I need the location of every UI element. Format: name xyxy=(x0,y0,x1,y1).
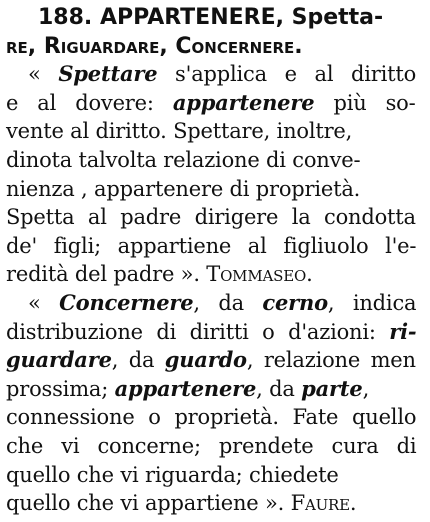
emphasized-term: Spettare xyxy=(58,61,158,87)
entry-text-line xyxy=(28,290,416,316)
entry-text: , xyxy=(362,376,370,401)
entry-text: connessione o proprietà. Fate quello xyxy=(6,405,417,430)
entry-text: nienza , appartenere di proprietà. xyxy=(6,176,361,201)
entry-text: , indica xyxy=(327,291,417,315)
emphasized-term: guardare xyxy=(6,347,112,373)
entry-text-line xyxy=(6,319,416,345)
entry-text-line xyxy=(6,90,416,116)
entry-text: più so- xyxy=(314,90,416,115)
emphasized-term: Concernere xyxy=(59,290,194,315)
entry-text-line xyxy=(6,233,416,259)
entry-text: dinota talvolta relazione di conve- xyxy=(6,148,361,172)
entry-text: , da xyxy=(111,348,165,373)
entry-text-line xyxy=(6,118,352,144)
emphasized-term: cerno xyxy=(262,290,328,315)
entry-text: redità del padre ». xyxy=(6,262,207,287)
entry-text-line xyxy=(28,61,416,87)
entry-text-line xyxy=(6,261,313,287)
entry-text: Spetta al padre dirigere la condotta xyxy=(6,205,416,230)
entry-text-line xyxy=(6,147,360,173)
entry-heading-line xyxy=(38,4,383,31)
entry-title-synonyms: re, Riguardare, Concernere. xyxy=(6,33,303,59)
entry-text: distribuzione di diritti o d'azioni: xyxy=(6,319,390,344)
entry-text: , da xyxy=(193,291,263,315)
entry-text: prossima; xyxy=(6,376,115,401)
entry-text: , relazione men xyxy=(246,348,416,373)
entry-text: che vi concerne; prendete cura di xyxy=(6,434,417,458)
entry-text: e al dovere: xyxy=(6,90,173,115)
entry-text-line xyxy=(6,404,416,430)
entry-text: « xyxy=(28,291,60,315)
author-attribution: Faure xyxy=(290,491,350,516)
entry-text-line xyxy=(6,347,416,373)
entry-text-line xyxy=(6,490,356,516)
entry-text: . xyxy=(306,262,313,287)
author-attribution: Tommaseo xyxy=(206,262,307,287)
entry-text: , da xyxy=(256,376,302,401)
entry-heading-line xyxy=(6,33,303,60)
entry-text: vente al diritto. Spettare, inoltre, xyxy=(6,119,353,144)
entry-text-line xyxy=(6,376,369,402)
entry-text-line xyxy=(6,204,416,230)
emphasized-term: ri- xyxy=(389,318,417,344)
emphasized-term: appartenere xyxy=(172,89,315,115)
emphasized-term: guardo xyxy=(164,347,247,373)
entry-text: quello che vi appartiene ». xyxy=(6,491,291,516)
entry-text: . xyxy=(349,491,357,516)
entry-text-line xyxy=(6,176,360,202)
entry-text: de' figli; appartiene al figliuolo l'e- xyxy=(6,233,417,258)
entry-text-line xyxy=(6,433,416,459)
entry-text-line xyxy=(6,462,339,488)
emphasized-term: appartenere xyxy=(114,375,257,401)
entry-title: 188. APPARTENERE, Spetta- xyxy=(38,5,384,30)
entry-text: s'applica e al diritto xyxy=(157,62,417,87)
emphasized-term: parte xyxy=(301,375,363,401)
entry-text: « xyxy=(28,62,59,87)
entry-text: quello che vi riguarda; chiedete xyxy=(6,462,339,487)
